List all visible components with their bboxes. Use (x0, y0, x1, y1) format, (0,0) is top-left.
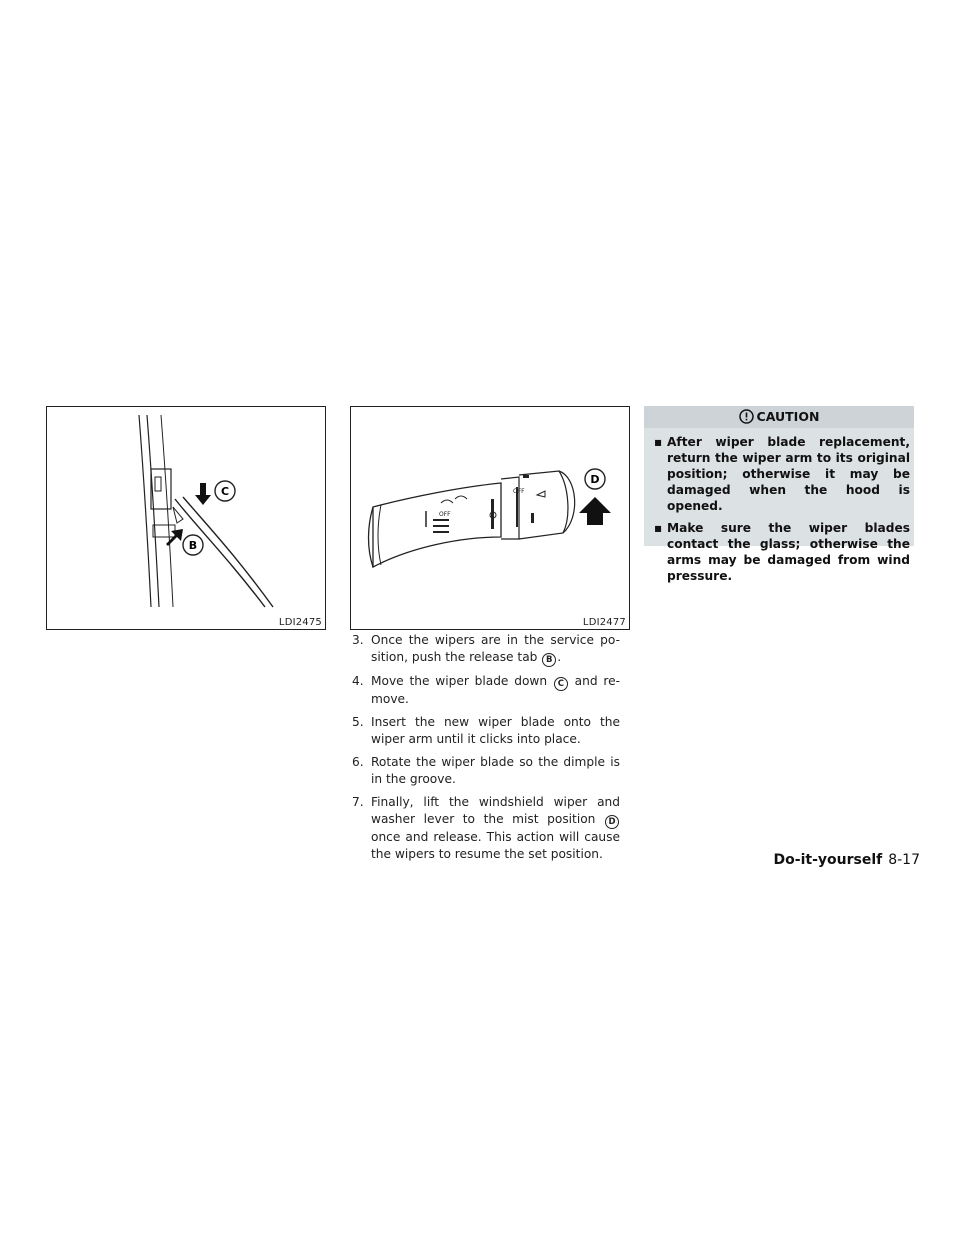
callout-b-inline: B (542, 653, 556, 667)
step-text: Move the wiper blade down (371, 674, 548, 688)
figure-wiper-lever (350, 406, 630, 630)
step-number: 3. (352, 633, 364, 647)
up-arrow-icon (579, 497, 611, 525)
step-number: 5. (352, 715, 364, 729)
warning-icon (739, 409, 754, 424)
bullet: ▪ (654, 521, 663, 535)
caution-item (654, 520, 910, 584)
step-3 (352, 632, 620, 667)
step-4 (352, 673, 620, 708)
lever-off-label-1: OFF (439, 511, 451, 518)
callout-d-label: D (590, 473, 600, 486)
caution-title: CAUTION (756, 409, 820, 424)
caution-list (654, 434, 910, 584)
caution-header (644, 406, 914, 428)
caution-box (644, 406, 914, 583)
page-footer (774, 852, 920, 868)
step-text: Insert the new wiper blade onto the wiper arm until it clicks into place. (371, 715, 620, 746)
callout-d-inline: D (605, 815, 619, 829)
caution-item-text: Make sure the wiper blades contact the glass; otherwise the arms may be damaged from wind pressure. (667, 521, 910, 583)
wiper-arm-illustration (47, 407, 325, 629)
figure-wiper-blade-release (46, 406, 326, 630)
callout-c-inline: C (554, 677, 568, 691)
step-text: Rotate the wiper blade so the dimple is in the groove. (371, 755, 620, 786)
step-text-end: and re- move. (371, 674, 620, 706)
step-6 (352, 754, 620, 788)
step-7 (352, 794, 620, 863)
figure-code: LDI2477 (582, 617, 626, 628)
section-name: Do-it-yourself (773, 852, 883, 868)
lever-off-label-2: OFF (513, 488, 525, 495)
figure-code: LDI2475 (278, 617, 322, 628)
caution-item (654, 434, 910, 514)
callout-b-label: B (188, 539, 198, 552)
step-text: Once the wipers are in the service po- sition, push the release tab (371, 633, 620, 664)
page-number: 8-17 (888, 852, 920, 868)
bullet: ▪ (654, 435, 663, 449)
step-text-end: once and release. This action will cause the wipers to resume the set position. (371, 830, 620, 861)
caution-item-text: After wiper blade replacement, return the wiper arm to its original position; otherwise it may be damaged when the hood is opened. (667, 435, 910, 513)
callout-c-label: C (220, 485, 230, 498)
step-number: 6. (352, 755, 364, 769)
step-text-end: . (557, 650, 562, 664)
step-text: Finally, lift the windshield wiper and washer lever to the mist position (371, 795, 620, 826)
down-arrow-icon (195, 483, 211, 505)
procedure-steps (352, 632, 620, 869)
step-number: 7. (352, 795, 364, 809)
wiper-lever-illustration (351, 407, 629, 629)
step-5 (352, 714, 620, 748)
step-number: 4. (352, 674, 364, 688)
